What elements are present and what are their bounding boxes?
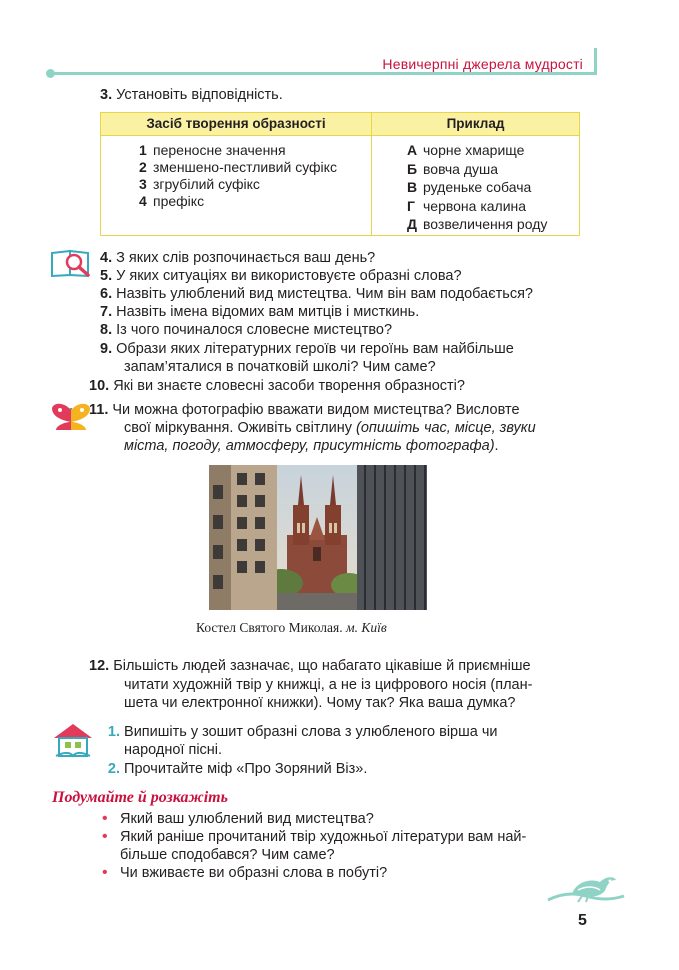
question-number: 3.: [100, 87, 113, 103]
matching-table: [100, 112, 580, 236]
photo-caption: [196, 620, 387, 636]
question-8: 8. Із чого починалося словесне мистецтво?: [100, 322, 393, 338]
question-12: 12. Більшість людей зазначає, що набагато цікавіше й приємніше: [89, 658, 531, 674]
question-11-line-3: міста, погоду, атмосферу, присутність фотографа).: [124, 438, 499, 454]
table-right-item: В руденьке собача: [407, 179, 532, 195]
photo-caption-title: Костел Святого Миколая.: [196, 620, 343, 635]
question-12-line-3: шета чи електронної книжки). Чому так? Яка ваша думка?: [124, 695, 516, 711]
question-5: 5. У яких ситуаціях ви використовуєте образні слова?: [100, 268, 462, 284]
bullet-item-continuation: більше сподобався? Чим саме?: [120, 847, 335, 863]
question-7: 7. Назвіть імена відомих вам митців і мисткинь.: [100, 304, 420, 320]
question-text: Установіть відповідність.: [116, 87, 283, 103]
photo-caption-city: м. Київ: [345, 620, 387, 635]
question-3: [100, 86, 283, 104]
table-left-item: 1 переносне значення: [139, 142, 286, 158]
question-4: 4. З яких слів розпочинається ваш день?: [100, 250, 376, 266]
header-rule-end: [594, 48, 597, 75]
page-number: 5: [578, 912, 587, 929]
question-11-line-2: свої міркування. Оживіть світлину (опишіть час, місце, звуки: [124, 420, 536, 436]
table-left-item: 3 згрубілий суфікс: [139, 176, 260, 192]
question-10: 10. Які ви знаєте словесні засоби творення образності?: [89, 378, 465, 394]
table-header-means: Засіб творення образності: [146, 116, 326, 131]
bullet-item: • Чи вживаєте ви образні слова в побуті?: [102, 864, 388, 881]
table-right-item: А чорне хмарище: [407, 142, 525, 158]
question-6: 6. Назвіть улюблений вид мистецтва. Чим він вам подобається?: [100, 286, 533, 302]
table-header-example: Приклад: [446, 116, 505, 131]
table-left-item: 4 префікс: [139, 193, 205, 209]
homework-1-line-2: народної пісні.: [124, 742, 223, 758]
butterfly-book-icon: [50, 400, 92, 439]
bullet-icon: •: [102, 828, 108, 845]
church-photo: [209, 465, 427, 610]
bullet-item: • Який раніше прочитаний твір художньої літератури вам най-: [102, 828, 527, 845]
bullet-item: • Який ваш улюблений вид мистецтва?: [102, 810, 374, 827]
question-11: 11. Чи можна фотографію вважати видом мистецтва? Висловте: [89, 402, 520, 418]
table-right-item: Г червона калина: [407, 197, 527, 214]
homework-1: 1. Випишіть у зошит образні слова з улюбленого вірша чи: [107, 724, 498, 740]
header-rule: [52, 72, 597, 75]
table-right-item: Б вовча душа: [407, 160, 499, 177]
table-left-column: [139, 141, 337, 211]
table-right-column: [407, 141, 547, 234]
house-book-icon: [52, 722, 94, 763]
section-title: Подумайте й розкажіть: [52, 789, 228, 806]
table-right-item: Д возвеличення роду: [407, 216, 548, 232]
question-12-line-2: читати художній твір у книжці, а не із цифрового носія (план-: [124, 677, 533, 693]
bullet-icon: •: [102, 864, 108, 881]
table-left-item: 2 зменшено-пестливий суфікс: [139, 159, 337, 175]
homework-2: 2. Прочитайте міф «Про Зоряний Віз».: [107, 761, 368, 777]
running-header: Невичерпні джерела мудрості: [382, 56, 583, 72]
question-9: 9. Образи яких літературних героїв чи героїнь вам найбільше: [100, 341, 514, 357]
book-magnifier-icon: [50, 247, 94, 284]
bullet-icon: •: [102, 810, 108, 827]
question-9-line-2: запам’яталися в початковій школі? Чим саме?: [124, 359, 436, 375]
